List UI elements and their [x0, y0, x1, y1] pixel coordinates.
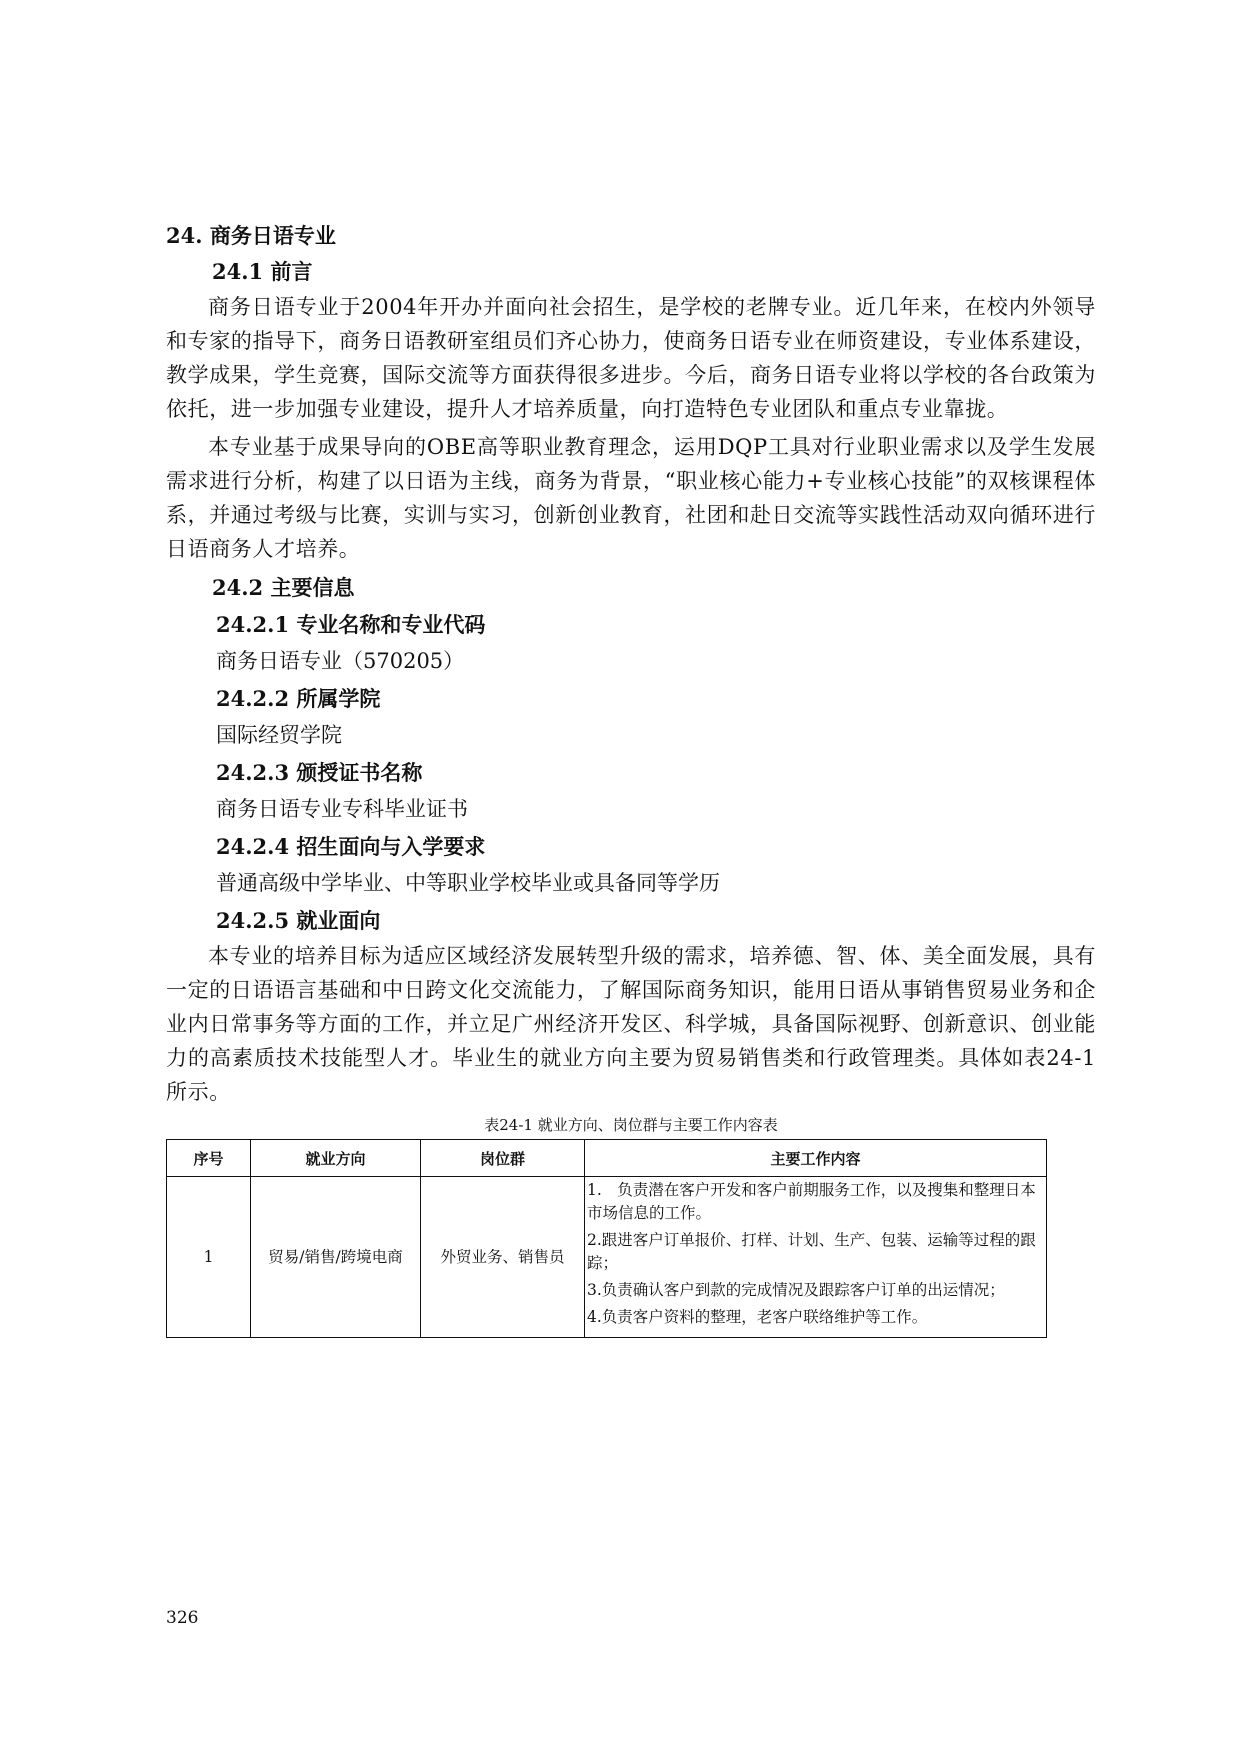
duty-item: 3.负责确认客户到款的完成情况及跟踪客户订单的出运情况； [587, 1281, 1005, 1299]
admission-value: 普通高级中学毕业、中等职业学校毕业或具备同等学历 [216, 871, 720, 895]
employment-heading: 24.2.5 就业面向 [216, 908, 381, 933]
employment-paragraph: 本专业的培养目标为适应区域经济发展转型升级的需求，培养德、智、体、美全面发展，具有一定的日语语言基础和中日跨文化交流能力，了解国际商务知识，能用日语从事销售贸易业务和企业内日常事务等方面的工作，并立足广州经济开发区、科学城，具备国际视野、创新意识、创业能力的高素质技术技能型人才。毕业生的就业方向主要为贸易销售类和行政管理类。具体如表24-1所示。 [166, 944, 1096, 1104]
main-info-heading: 24.2 主要信息 [212, 575, 355, 600]
college-heading: 24.2.2 所属学院 [216, 686, 381, 711]
preface-paragraph-2: 本专业基于成果导向的OBE高等职业教育理念，运用DQP工具对行业职业需求以及学生发展需求进行分析，构建了以日语为主线，商务为背景，“职业核心能力+专业核心技能”的双核课程体系，并通过考级与比赛，实训与实习，创新创业教育，社团和赴日交流等实践性活动双向循环进行日语商务人才培养。 [166, 435, 1096, 561]
header-positions: 岗位群 [421, 1140, 585, 1177]
section-title: 24. 商务日语专业 [166, 223, 336, 248]
header-no: 序号 [167, 1140, 251, 1177]
college-value: 国际经贸学院 [216, 723, 342, 747]
page-content [166, 218, 1096, 1338]
table-caption: 表24-1 就业方向、岗位群与主要工作内容表 [484, 1116, 778, 1134]
cell-positions: 外贸业务、销售员 [421, 1177, 585, 1338]
header-duties: 主要工作内容 [585, 1140, 1047, 1177]
preface-paragraph-1: 商务日语专业于2004年开办并面向社会招生，是学校的老牌专业。近几年来，在校内外领导和专家的指导下，商务日语教研室组员们齐心协力，使商务日语专业在师资建设，专业体系建设，教学成果，学生竞赛，国际交流等方面获得很多进步。今后，商务日语专业将以学校的各台政策为依托，进一步加强专业建设，提升人才培养质量，向打造特色专业团队和重点专业靠拢。 [166, 295, 1096, 421]
duty-item: 1. 负责潜在客户开发和客户前期服务工作，以及搜集和整理日本市场信息的工作。 [587, 1181, 1036, 1222]
duty-item: 4.负责客户资料的整理，老客户联络维护等工作。 [587, 1308, 928, 1326]
table-row [167, 1177, 1047, 1338]
header-direction: 就业方向 [251, 1140, 421, 1177]
employment-table [166, 1139, 1047, 1338]
page-number: 326 [166, 1608, 199, 1628]
preface-heading: 24.1 前言 [212, 259, 313, 284]
cell-direction: 贸易/销售/跨境电商 [251, 1177, 421, 1338]
certificate-heading: 24.2.3 颁授证书名称 [216, 760, 423, 785]
major-name-heading: 24.2.1 专业名称和专业代码 [216, 612, 486, 637]
admission-heading: 24.2.4 招生面向与入学要求 [216, 834, 486, 859]
duty-item: 2.跟进客户订单报价、打样、计划、生产、包装、运输等过程的跟踪； [587, 1231, 1036, 1272]
table-header-row [167, 1140, 1047, 1177]
cell-no: 1 [167, 1177, 251, 1338]
major-name-value: 商务日语专业（570205） [216, 649, 465, 673]
certificate-value: 商务日语专业专科毕业证书 [216, 797, 468, 821]
cell-duties [585, 1177, 1047, 1338]
